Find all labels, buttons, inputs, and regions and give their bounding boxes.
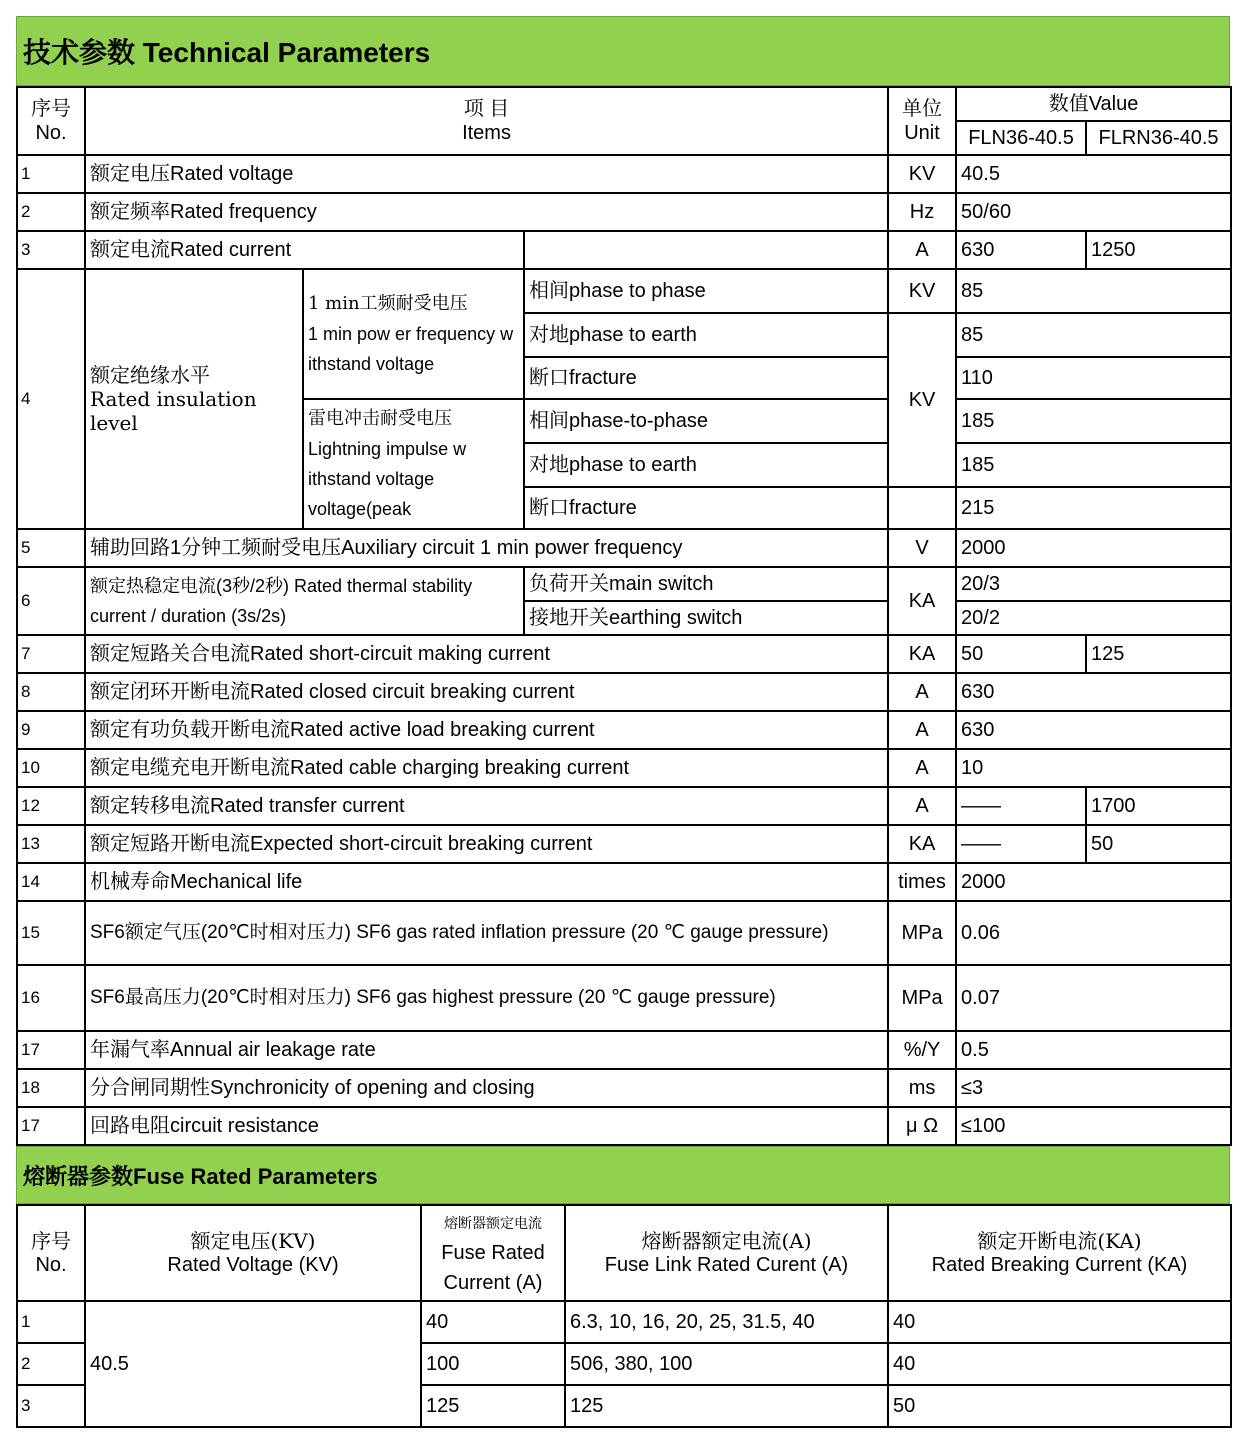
header-unit: 单位 Unit xyxy=(888,87,956,155)
header-model-flrn: FLRN36-40.5 xyxy=(1086,121,1231,155)
row-no: 13 xyxy=(17,825,85,863)
row-unit: KA xyxy=(888,567,956,635)
row-value-flrn: 1700 xyxy=(1086,787,1231,825)
table-row xyxy=(17,787,1231,825)
row-unit: MPa xyxy=(888,965,956,1031)
row-value: 630 xyxy=(956,711,1231,749)
row-no: 6 xyxy=(17,567,85,635)
fuse-parameters-title: 熔断器参数Fuse Rated Parameters xyxy=(16,1146,1230,1204)
table-row xyxy=(17,673,1231,711)
table-row xyxy=(17,567,1231,601)
row-value: 0.5 xyxy=(956,1031,1231,1069)
table-row xyxy=(17,749,1231,787)
row-blank xyxy=(524,231,888,269)
table-row xyxy=(17,711,1231,749)
row-no: 7 xyxy=(17,635,85,673)
power-frequency-withstand-label: 1 min工频耐受电压 1 min pow er frequency w ithstand voltage xyxy=(303,269,524,399)
header-no: 序号 No. xyxy=(17,87,85,155)
row-value: 10 xyxy=(956,749,1231,787)
row-no: 14 xyxy=(17,863,85,901)
row-item: 额定电流Rated current xyxy=(85,231,524,269)
row-value-flrn: 125 xyxy=(1086,635,1231,673)
fuse-breaking-current: 50 xyxy=(888,1385,1231,1427)
part-label: 对地phase to earth xyxy=(524,313,888,357)
table-row xyxy=(17,269,1231,313)
row-value: 2000 xyxy=(956,529,1231,567)
row-no: 9 xyxy=(17,711,85,749)
header-items: 项 目 Items xyxy=(85,87,888,155)
row-unit: KA xyxy=(888,825,956,863)
row-no: 1 xyxy=(17,155,85,193)
row-no: 17 xyxy=(17,1031,85,1069)
row-no: 12 xyxy=(17,787,85,825)
row-item: 额定有功负载开断电流Rated active load breaking current xyxy=(85,711,888,749)
row-item: 分合闸同期性Synchronicity of opening and closing xyxy=(85,1069,888,1107)
row-value: 40.5 xyxy=(956,155,1231,193)
row-unit: Hz xyxy=(888,193,956,231)
row-value: ≤3 xyxy=(956,1069,1231,1107)
part-label: 对地phase to earth xyxy=(524,443,888,487)
table-row xyxy=(17,1107,1231,1145)
row-no: 15 xyxy=(17,901,85,965)
fuse-rated-current: 125 xyxy=(421,1385,565,1427)
table-row xyxy=(17,965,1231,1031)
part-label: 相间phase-to-phase xyxy=(524,399,888,443)
row-no: 2 xyxy=(17,193,85,231)
row-value-flrn: 1250 xyxy=(1086,231,1231,269)
row-unit: A xyxy=(888,749,956,787)
fuse-rated-current: 100 xyxy=(421,1343,565,1385)
row-value: 85 xyxy=(956,313,1231,357)
header-value: 数值Value xyxy=(956,87,1231,121)
thermal-stability-label: 额定热稳定电流(3秒/2秒) Rated thermal stability current / duration (3s/2s) xyxy=(85,567,524,635)
row-value-fln: 50 xyxy=(956,635,1086,673)
row-unit: A xyxy=(888,231,956,269)
row-no: 10 xyxy=(17,749,85,787)
row-value-fln: 630 xyxy=(956,231,1086,269)
row-no: 8 xyxy=(17,673,85,711)
fuse-row-no: 3 xyxy=(17,1385,85,1427)
part-label: 负荷开关main switch xyxy=(524,567,888,601)
row-unit: V xyxy=(888,529,956,567)
row-value: ≤100 xyxy=(956,1107,1231,1145)
row-value: 20/3 xyxy=(956,567,1231,601)
technical-parameters-table xyxy=(16,86,1232,1146)
fuse-header-voltage: 额定电压(KV) Rated Voltage (KV) xyxy=(85,1205,421,1301)
fuse-rated-voltage: 40.5 xyxy=(85,1301,421,1427)
row-value-flrn: 50 xyxy=(1086,825,1231,863)
table-row xyxy=(17,825,1231,863)
row-item: 额定电缆充电开断电流Rated cable charging breaking current xyxy=(85,749,888,787)
row-unit-blank xyxy=(888,487,956,529)
row-value-fln: —— xyxy=(956,825,1086,863)
table-row xyxy=(17,901,1231,965)
row-item: 辅助回路1分钟工频耐受电压Auxiliary circuit 1 min power frequency xyxy=(85,529,888,567)
row-item: 额定电压Rated voltage xyxy=(85,155,888,193)
row-unit: KV xyxy=(888,269,956,313)
fuse-row-no: 1 xyxy=(17,1301,85,1343)
table-row xyxy=(17,635,1231,673)
row-value-fln: —— xyxy=(956,787,1086,825)
row-item: 额定短路关合电流Rated short-circuit making current xyxy=(85,635,888,673)
row-value: 110 xyxy=(956,357,1231,399)
fuse-rated-current: 40 xyxy=(421,1301,565,1343)
part-label: 相间phase to phase xyxy=(524,269,888,313)
fuse-breaking-current: 40 xyxy=(888,1301,1231,1343)
row-unit: A xyxy=(888,673,956,711)
row-unit: μ Ω xyxy=(888,1107,956,1145)
fuse-parameters-table xyxy=(16,1204,1232,1428)
row-item: 额定转移电流Rated transfer current xyxy=(85,787,888,825)
fuse-header-no: 序号 No. xyxy=(17,1205,85,1301)
row-item: 额定频率Rated frequency xyxy=(85,193,888,231)
row-value: 215 xyxy=(956,487,1231,529)
fuse-header-breaking-current: 额定开断电流(KA) Rated Breaking Current (KA) xyxy=(888,1205,1231,1301)
row-value: 0.07 xyxy=(956,965,1231,1031)
table-row xyxy=(17,155,1231,193)
part-label: 断口fracture xyxy=(524,487,888,529)
table-row xyxy=(17,1031,1231,1069)
lightning-impulse-label: 雷电冲击耐受电压 Lightning impulse w ithstand voltage voltage(peak xyxy=(303,399,524,529)
row-value: 85 xyxy=(956,269,1231,313)
row-item: SF6最高压力(20℃时相对压力) SF6 gas highest pressure (20 ℃ gauge pressure) xyxy=(85,965,888,1031)
table-row xyxy=(17,1301,1231,1343)
row-value: 50/60 xyxy=(956,193,1231,231)
fuse-header-rated-current: 熔断器额定电流 Fuse Rated Current (A) xyxy=(421,1205,565,1301)
header-model-fln: FLN36-40.5 xyxy=(956,121,1086,155)
row-unit: KV xyxy=(888,155,956,193)
row-unit: ms xyxy=(888,1069,956,1107)
row-unit: KV xyxy=(888,313,956,487)
fuse-row-no: 2 xyxy=(17,1343,85,1385)
row-no: 17 xyxy=(17,1107,85,1145)
row-no: 16 xyxy=(17,965,85,1031)
table-row xyxy=(17,231,1231,269)
row-value: 20/2 xyxy=(956,601,1231,635)
row-item: 机械寿命Mechanical life xyxy=(85,863,888,901)
row-value: 630 xyxy=(956,673,1231,711)
part-label: 断口fracture xyxy=(524,357,888,399)
row-item: 回路电阻circuit resistance xyxy=(85,1107,888,1145)
table-row xyxy=(17,863,1231,901)
row-unit: KA xyxy=(888,635,956,673)
row-value: 2000 xyxy=(956,863,1231,901)
row-no: 5 xyxy=(17,529,85,567)
row-unit: MPa xyxy=(888,901,956,965)
part-label: 接地开关earthing switch xyxy=(524,601,888,635)
row-unit: A xyxy=(888,787,956,825)
row-item: SF6额定气压(20℃时相对压力) SF6 gas rated inflation pressure (20 ℃ gauge pressure) xyxy=(85,901,888,965)
row-unit: %/Y xyxy=(888,1031,956,1069)
fuse-breaking-current: 40 xyxy=(888,1343,1231,1385)
row-item: 年漏气率Annual air leakage rate xyxy=(85,1031,888,1069)
row-no: 4 xyxy=(17,269,85,529)
insulation-level-label: 额定绝缘水平 Rated insulation level xyxy=(85,269,303,529)
technical-parameters-title: 技术参数 Technical Parameters xyxy=(16,16,1230,86)
table-row xyxy=(17,193,1231,231)
fuse-link-current: 6.3, 10, 16, 20, 25, 31.5, 40 xyxy=(565,1301,888,1343)
fuse-header-link-current: 熔断器额定电流(A) Fuse Link Rated Curent (A) xyxy=(565,1205,888,1301)
row-item: 额定闭环开断电流Rated closed circuit breaking current xyxy=(85,673,888,711)
row-unit: times xyxy=(888,863,956,901)
row-item: 额定短路开断电流Expected short-circuit breaking current xyxy=(85,825,888,863)
row-value: 0.06 xyxy=(956,901,1231,965)
fuse-link-current: 506, 380, 100 xyxy=(565,1343,888,1385)
table-row xyxy=(17,1069,1231,1107)
row-no: 3 xyxy=(17,231,85,269)
table-row xyxy=(17,529,1231,567)
fuse-link-current: 125 xyxy=(565,1385,888,1427)
row-value: 185 xyxy=(956,399,1231,443)
row-no: 18 xyxy=(17,1069,85,1107)
row-unit: A xyxy=(888,711,956,749)
row-value: 185 xyxy=(956,443,1231,487)
